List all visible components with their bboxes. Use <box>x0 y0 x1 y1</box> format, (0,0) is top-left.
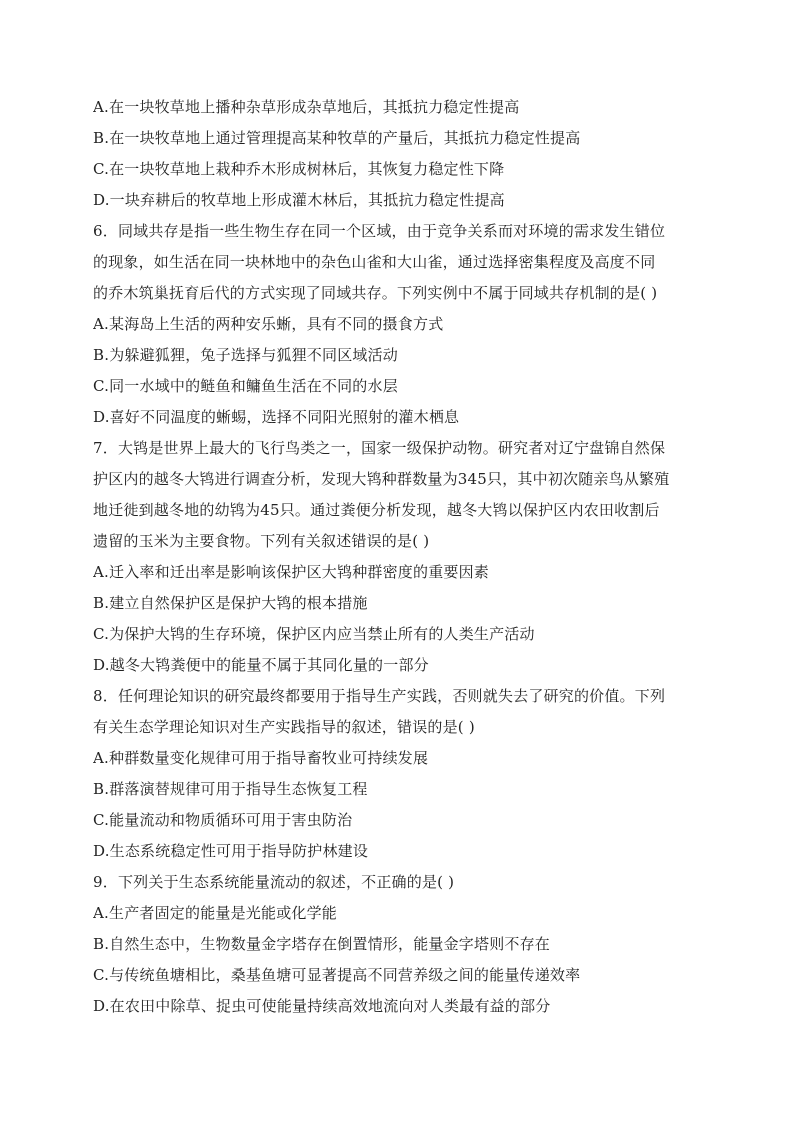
option-line: C.与传统鱼塘相比，桑基鱼塘可显著提高不同营养级之间的能量传递效率 <box>93 966 581 984</box>
option-line: B.为躲避狐狸，兔子选择与狐狸不同区域活动 <box>93 346 398 364</box>
option-line: A.生产者固定的能量是光能或化学能 <box>93 904 338 922</box>
option-line: A.某海岛上生活的两种安乐蜥，具有不同的摄食方式 <box>93 315 444 333</box>
question-7-line: 7．大鸨是世界上最大的飞行鸟类之一，国家一级保护动物。研究者对辽宁盘锦自然保 <box>93 439 666 457</box>
option-line: D.喜好不同温度的蜥蜴，选择不同阳光照射的灌木栖息 <box>93 408 460 426</box>
question-8-line: 8．任何理论知识的研究最终都要用于指导生产实践，否则就失去了研究的价值。下列 <box>93 687 666 705</box>
question-7-line: 遗留的玉米为主要食物。下列有关叙述错误的是( ) <box>93 532 430 550</box>
option-line: B.建立自然保护区是保护大鸨的根本措施 <box>93 594 368 612</box>
question-8-line: 有关生态学理论知识对生产实践指导的叙述，错误的是( ) <box>93 718 475 736</box>
option-line: D.一块弃耕后的牧草地上形成灌木林后，其抵抗力稳定性提高 <box>93 191 505 209</box>
option-line: C.为保护大鸨的生存环境，保护区内应当禁止所有的人类生产活动 <box>93 625 535 643</box>
question-9-line: 9．下列关于生态系统能量流动的叙述，不正确的是( ) <box>93 873 455 891</box>
question-7-line: 地迁徙到越冬地的幼鸨为45只。通过粪便分析发现，越冬大鸨以保护区内农田收割后 <box>93 501 660 519</box>
option-line: B.在一块牧草地上通过管理提高某种牧草的产量后，其抵抗力稳定性提高 <box>93 129 581 147</box>
option-line: A.种群数量变化规律可用于指导畜牧业可持续发展 <box>93 749 429 767</box>
option-line: A.迁入率和迁出率是影响该保护区大鸨种群密度的重要因素 <box>93 563 490 581</box>
option-line: B.群落演替规律可用于指导生态恢复工程 <box>93 780 368 798</box>
option-line: D.在农田中除草、捉虫可使能量持续高效地流向对人类最有益的部分 <box>93 997 551 1015</box>
option-line: D.越冬大鸨粪便中的能量不属于其同化量的一部分 <box>93 656 429 674</box>
option-line: A.在一块牧草地上播种杂草形成杂草地后，其抵抗力稳定性提高 <box>93 98 520 116</box>
question-6-line: 的现象，如生活在同一块林地中的杂色山雀和大山雀，通过选择密集程度及高度不同 <box>93 253 656 271</box>
question-6-line: 的乔木筑巢抚育后代的方式实现了同域共存。下列实例中不属于同域共存机制的是( ) <box>93 284 658 302</box>
option-line: C.在一块牧草地上栽种乔木形成树林后，其恢复力稳定性下降 <box>93 160 505 178</box>
question-7-line: 护区内的越冬大鸨进行调查分析，发现大鸨种群数量为345只，其中初次随亲鸟从繁殖 <box>93 470 670 488</box>
option-line: D.生态系统稳定性可用于指导防护林建设 <box>93 842 369 860</box>
option-line: B.自然生态中，生物数量金字塔存在倒置情形，能量金字塔则不存在 <box>93 935 550 953</box>
document-page <box>93 92 703 1022</box>
option-line: C.能量流动和物质循环可用于害虫防治 <box>93 811 353 829</box>
option-line: C.同一水域中的鲢鱼和鳙鱼生活在不同的水层 <box>93 377 398 395</box>
question-6-line: 6．同域共存是指一些生物生存在同一个区域，由于竞争关系而对环境的需求发生错位 <box>93 222 666 240</box>
